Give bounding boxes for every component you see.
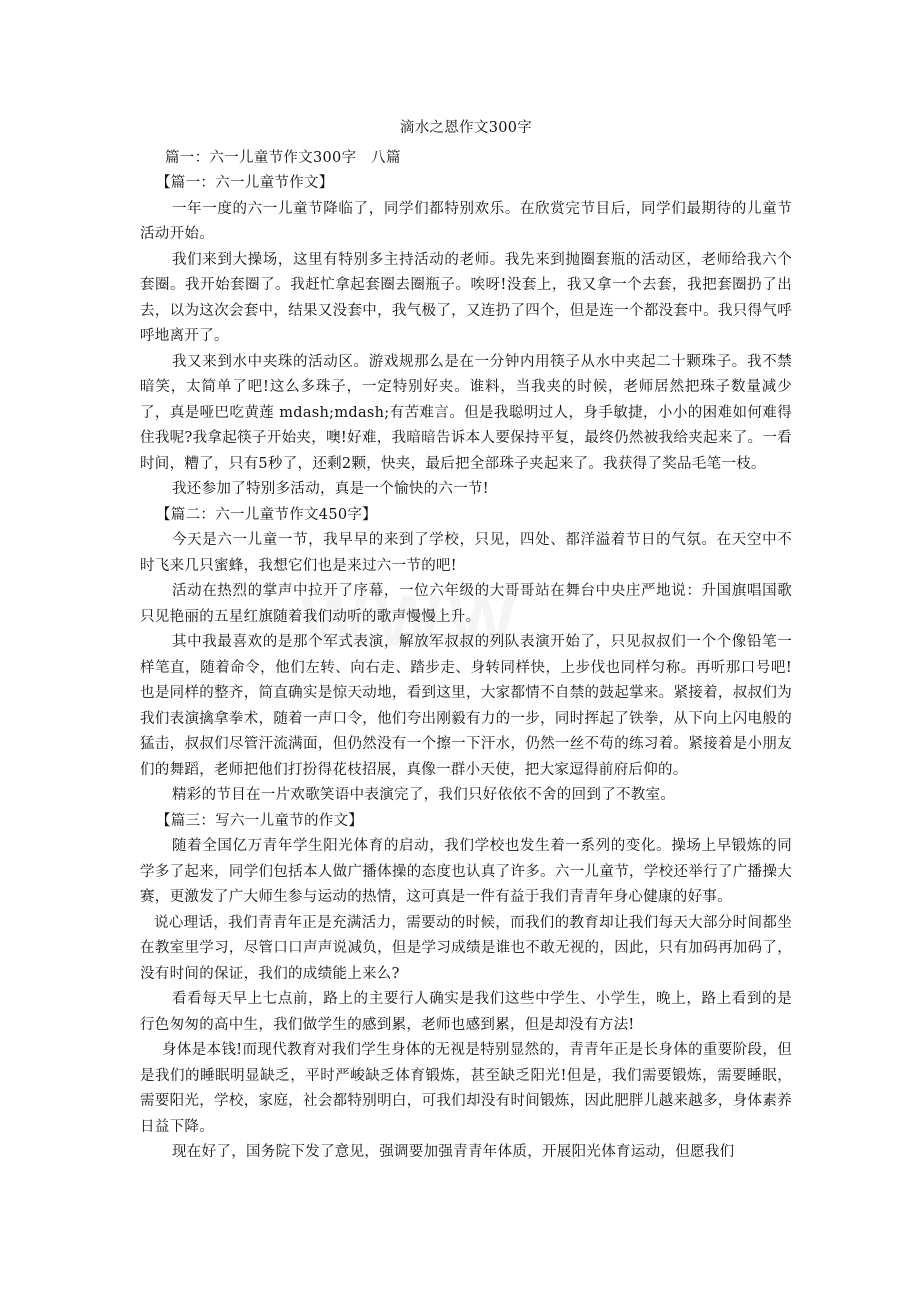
section-heading: 篇一：六一儿童节作文300字 八篇 xyxy=(165,149,401,166)
paragraph: 看看每天早上七点前，路上的主要行人确实是我们这些中学生、小学生，晚上，路上看到的是行色匆匆的高中生，我们做学生的感到累，老师也感到累，但是却没有方法! xyxy=(140,991,792,1033)
paragraph: 活动在热烈的掌声中拉开了序幕，一位六年级的大哥哥站在舞台中央庄严地说：升国旗唱国歌只见艳丽的五星红旗随着我们动听的歌声慢慢上升。 xyxy=(140,583,792,625)
paragraph: 我们来到大操场，这里有特别多主持活动的老师。我先来到抛圈套瓶的活动区，老师给我六个套圈。我开始套圈了。我赶忙拿起套圈去圈瓶子。唉呀!没套上，我又拿一个去套，我把套圈扔了出去，以为这次会套中，结果又没套中，我气极了，又连扔了四个，但是连一个都没套中。我只得气呼呼地离开了。 xyxy=(140,251,792,344)
paragraph: 我还参加了特别多活动，真是一个愉快的六一节! xyxy=(172,481,489,497)
paragraph: 说心理话，我们青青年正是充满活力，需要动的时候，而我们的教育却让我们每天大部分时间都坐在教室里学习，尽管口口声声说减负，但是学习成绩是谁也不敢无视的，因此，只有加码再加码了，没有时间的保证，我们的成绩能上来么? xyxy=(140,914,792,982)
section-heading: 【篇二：六一儿童节作文450字】 xyxy=(156,506,377,523)
paragraph: 随着全国亿万青年学生阳光体育的启动，我们学校也发生着一系列的变化。操场上早锻炼的同学多了起来，同学们包括本人做广播体操的态度也认真了许多。六一儿童节，学校还举行了广播操大赛，更激发了广大师生参与运动的热情，这可真是一件有益于我们青青年身心健康的好事。 xyxy=(140,838,792,905)
paragraph: 现在好了，国务院下发了意见，强调要加强青青年体质，开展阳光体育运动，但愿我们 xyxy=(172,1144,735,1160)
document-body xyxy=(140,116,792,1166)
paragraph: 身体是本钱!而现代教育对我们学生身体的无视是特别显然的，青青年正是长身体的重要阶段，但是我们的睡眠明显缺乏，平时严峻缺乏体育锻炼，甚至缺乏阳光!但是，我们需要锻炼，需要睡眠，需要阳光，学校，家庭，社会都特别明白，可我们却没有时间锻炼，因此肥胖儿越来越多，身体素养日益下降。 xyxy=(140,1042,792,1135)
document-title: 滴水之恩作文300字 xyxy=(399,120,533,136)
paragraph: 今天是六一儿童一节，我早早的来到了学校，只见，四处、都洋溢着节日的气氛。在天空中不时飞来几只蜜蜂，我想它们也是来过六一节的吧! xyxy=(140,532,792,574)
paragraph: 其中我最喜欢的是那个军式表演，解放军叔叔的列队表演开始了，只见叔叔们一个个像铅笔一样笔直，随着命令，他们左转、向右走、踏步走、身转同样快，上步伐也同样匀称。再听那口号吧!也是同样的整齐，简直确实是惊天动地，看到这里，大家都情不自禁的鼓起掌来。紧接着，叔叔们为我们表演擒拿拳术，随着一声口令，他们夸出刚毅有力的一步，同时挥起了铁拳，从下向上闪电般的猛击，叔叔们尽管汗流满面，但仍然没有一个擦一下汗水，仍然一丝不苟的练习着。紧接着是小朋友们的舞蹈，老师把他们打扮得花枝招展，真像一群小天使，把大家逗得前府后仰的。 xyxy=(140,634,792,778)
paragraph: 精彩的节目在一片欢歌笑语中表演完了，我们只好依依不舍的回到了不教室。 xyxy=(172,787,676,803)
section-heading: 【篇一：六一儿童节作文】 xyxy=(156,175,334,191)
paragraph-list xyxy=(140,146,792,1166)
paragraph: 一年一度的六一儿童节降临了，同学们都特别欢乐。在欣赏完节目后，同学们最期待的儿童节活动开始。 xyxy=(140,200,792,242)
section-heading: 【篇三：写六一儿童节的作文】 xyxy=(156,812,364,829)
paragraph: 我又来到水中夹珠的活动区。游戏规那么是在一分钟内用筷子从水中夹起二十颗珠子。我不禁暗笑，太简单了吧!这么多珠子，一定特别好夹。谁料，当我夹的时候，老师居然把珠子数量减少了，真是哑巴吃黄莲 mdash;mdash;有苦难言。但是我聪明过人，身手敏捷，小小的困难如何难得住我呢?我拿起筷子开始夹，噢!好难，我暗暗告诉本人要保持平复，最终仍然被我给夹起来了。一看时间，糟了，只有5秒了，还剩2颗，快夹，最后把全部珠子夹起来了。我获得了奖品毛笔一枝。 xyxy=(140,353,792,472)
